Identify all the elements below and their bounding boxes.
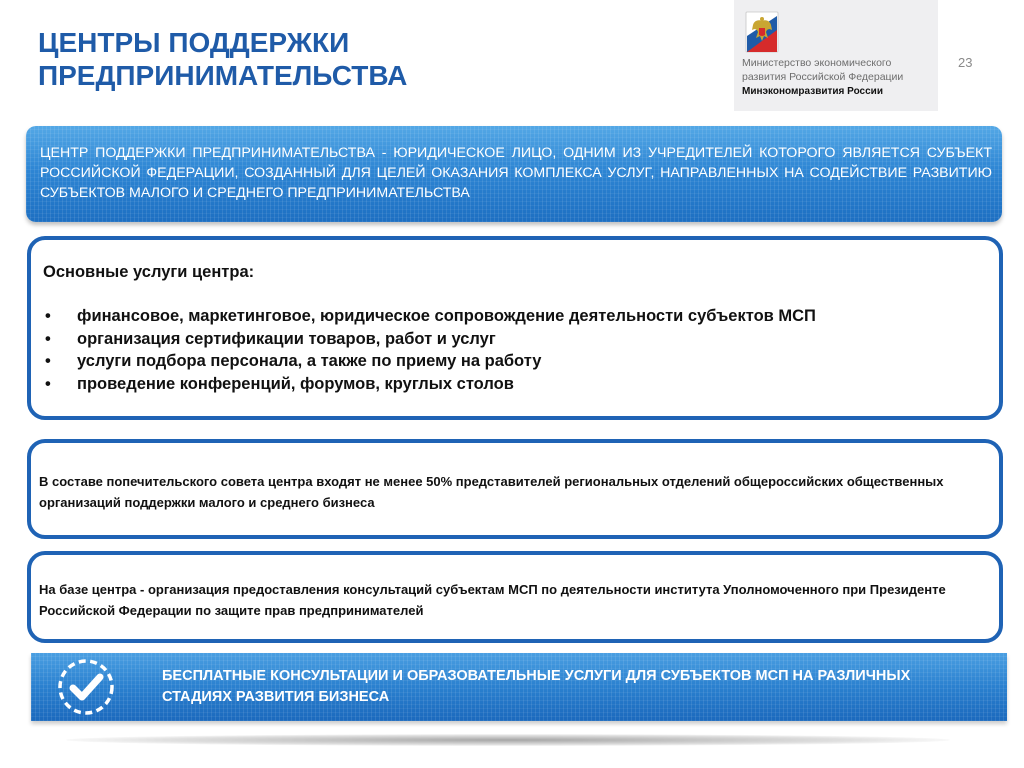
checkmark-circle-icon (54, 657, 118, 717)
definition-banner (26, 126, 1002, 222)
ministry-name (742, 56, 903, 99)
ministry-short-name: Минэкономразвития России (742, 86, 883, 97)
page-title-line-1: ЦЕНТРЫ ПОДДЕРЖКИ (38, 27, 350, 58)
ministry-name-line-1: Министерство экономического (742, 57, 892, 69)
service-item-text: организация сертификации товаров, работ и услуг (77, 329, 496, 348)
page-title-line-2: ПРЕДПРИНИМАТЕЛЬСТВА (38, 60, 408, 91)
list-item (43, 328, 989, 351)
bullet-icon: • (45, 329, 51, 348)
ministry-logo-card (734, 0, 938, 111)
board-text: В составе попечительского совета центра входят не менее 50% представителей региональных отделений общероссийских общественных организаций поддержки малого и среднего бизнеса (39, 474, 944, 510)
list-item (43, 305, 989, 328)
board-panel (27, 439, 1003, 539)
service-item-text: услуги подбора персонала, а также по приему на работу (77, 352, 542, 370)
services-panel (27, 236, 1003, 420)
bullet-icon: • (45, 352, 51, 370)
definition-text: ЦЕНТР ПОДДЕРЖКИ ПРЕДПРИНИМАТЕЛЬСТВА - ЮРИДИЧЕСКОЕ ЛИЦО, ОДНИМ ИЗ УЧРЕДИТЕЛЕЙ КОТОРОГО ЯВЛЯЕТСЯ СУБЪЕКТ РОССИЙСКОЙ ФЕДЕРАЦИИ, СОЗДАННЫЙ ДЛЯ ЦЕЛЕЙ ОКАЗАНИЯ КОМПЛЕКСА УСЛУГ, НАПРАВЛЕННЫХ НА СОДЕЙСТВИЕ РАЗВИТИЮ СУБЪЕКТОВ МАЛОГО И СРЕДНЕГО ПРЕДПРИНИМАТЕЛЬСТВА (40, 145, 992, 201)
page-number: 23 (958, 55, 973, 70)
banner-shadow (66, 734, 950, 746)
bullet-icon: • (45, 374, 51, 393)
consultation-panel (27, 551, 1003, 643)
consultation-text: На базе центра - организация предоставления консультаций субъектам МСП по деятельности института Уполномоченного при Президенте Российской Федерации по защите прав предпринимателей (39, 582, 946, 618)
page-title (38, 26, 407, 92)
service-item-text: финансовое, маркетинговое, юридическое сопровождение деятельности субъектов МСП (77, 307, 816, 325)
russian-coat-of-arms-icon (744, 8, 780, 54)
list-item (43, 373, 989, 396)
service-item-text: проведение конференций, форумов, круглых столов (77, 374, 514, 393)
free-services-banner (31, 653, 1007, 721)
ministry-name-line-2: развития Российской Федерации (742, 71, 904, 83)
services-list (43, 305, 989, 395)
bullet-icon: • (45, 307, 51, 325)
services-heading: Основные услуги центра: (43, 263, 255, 281)
list-item (43, 350, 989, 373)
free-services-text: БЕСПЛАТНЫЕ КОНСУЛЬТАЦИИ И ОБРАЗОВАТЕЛЬНЫЕ УСЛУГИ ДЛЯ СУБЪЕКТОВ МСП НА РАЗЛИЧНЫХ СТАДИЯХ РАЗВИТИЯ БИЗНЕСА (162, 668, 911, 705)
